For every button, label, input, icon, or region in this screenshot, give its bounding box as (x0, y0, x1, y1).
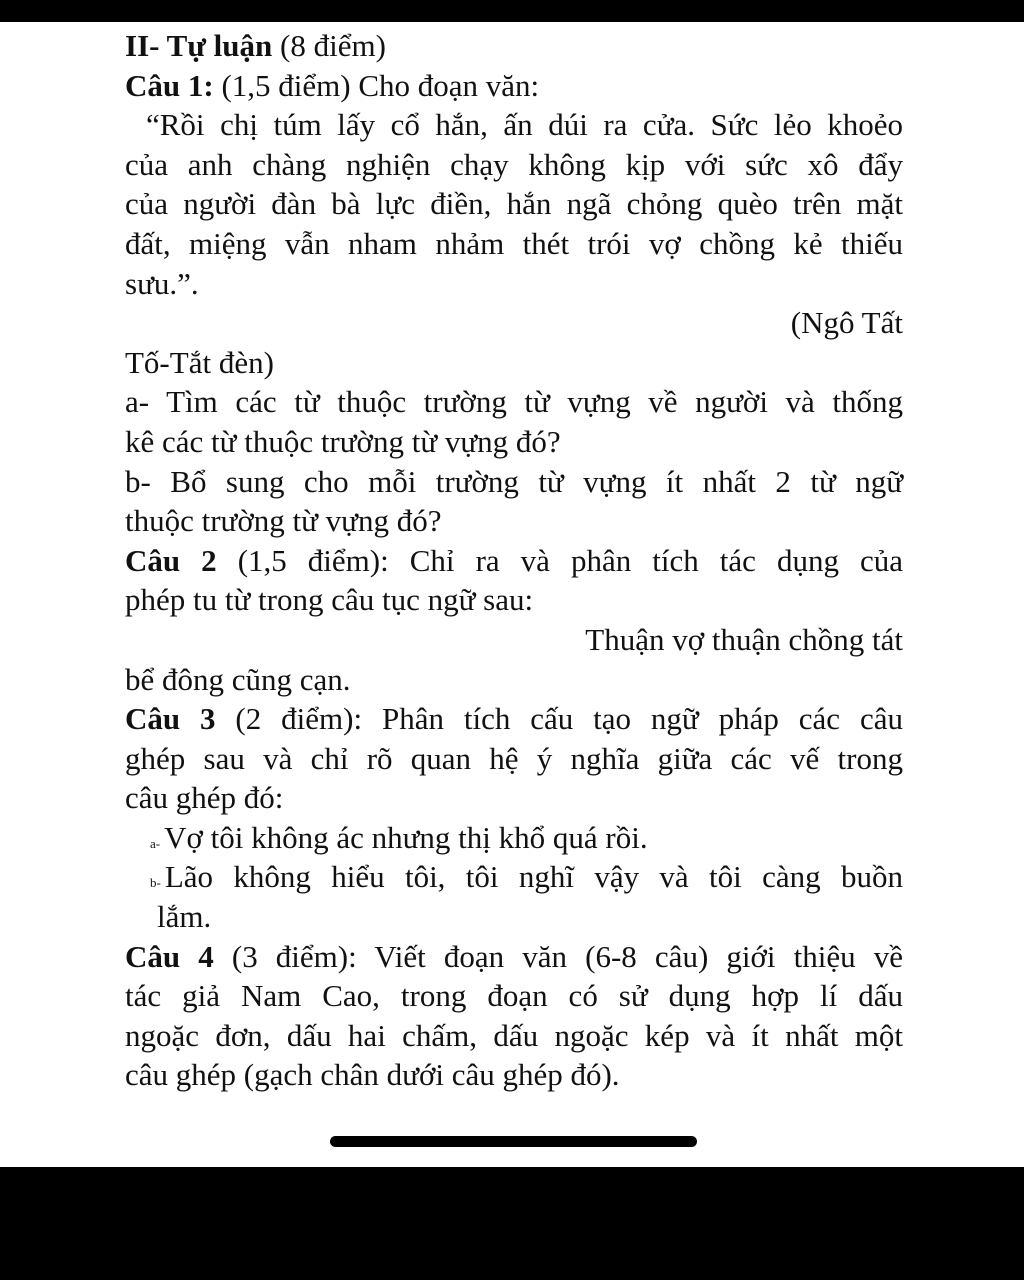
question-1b: b- Bổ sung cho mỗi trường từ vựng ít nhất 2 từ ngữ (125, 463, 903, 499)
question-3-text: ghép sau và chỉ rõ quan hệ ý nghĩa giữa các vế trong (125, 740, 903, 776)
document-page (0, 22, 1024, 1167)
question-4-text: câu ghép (gạch chân dưới câu ghép đó). (125, 1057, 620, 1093)
passage-source: (Ngô Tất (790, 305, 903, 341)
question-3b-cont: lắm. (157, 899, 212, 935)
item-marker-a: a- (150, 835, 161, 851)
exam-content (125, 26, 903, 1095)
passage-line: sưu.”. (125, 265, 199, 301)
passage-line: đất, miệng vẫn nham nhảm thét trói vợ chồng kẻ thiếu (125, 225, 903, 261)
passage-source-cont: Tố-Tắt đèn) (125, 344, 274, 380)
question-4-text: ngoặc đơn, dấu hai chấm, dấu ngoặc kép và ít nhất một (125, 1017, 903, 1053)
passage-line: của người đàn bà lực điền, hắn ngã chỏng quèo trên mặt (125, 186, 903, 222)
proverb-line: Thuận vợ thuận chồng tát (585, 621, 903, 657)
passage-line: “Rồi chị túm lấy cổ hắn, ấn dúi ra cửa. Sức lẻo khoẻo (146, 107, 903, 143)
question-3-heading: Câu 3 (2 điểm): Phân tích cấu tạo ngữ pháp các câu (125, 701, 903, 737)
proverb-line-cont: bể đông cũng cạn. (125, 661, 351, 697)
question-4-heading: Câu 4 (3 điểm): Viết đoạn văn (6-8 câu) giới thiệu về (125, 938, 903, 974)
home-indicator[interactable] (330, 1136, 697, 1147)
question-3b: b- Lão không hiểu tôi, tôi nghĩ vậy và tôi càng buồn (125, 857, 903, 897)
question-2-text: phép tu từ trong câu tục ngữ sau: (125, 582, 534, 618)
item-marker-b: b- (150, 875, 161, 891)
question-1a: a- Tìm các từ thuộc trường từ vựng về người và thống (125, 384, 903, 420)
question-3a: a- Vợ tôi không ác nhưng thị khổ quá rồi. (150, 819, 648, 855)
question-2-heading: Câu 2 (1,5 điểm): Chỉ ra và phân tích tác dụng của (125, 542, 903, 578)
passage-line: của anh chàng nghiện chạy không kịp với sức xô đẩy (125, 146, 903, 182)
question-1b-cont: thuộc trường từ vựng đó? (125, 503, 442, 539)
question-3-text-cont: câu ghép đó: (125, 780, 284, 816)
question-4-text: tác giả Nam Cao, trong đoạn có sử dụng hợp lí dấu (125, 978, 903, 1014)
section-heading: II- Tự luận (8 điểm) (125, 28, 386, 63)
question-1-heading: Câu 1: (1,5 điểm) Cho đoạn văn: (125, 67, 540, 103)
question-1a-cont: kê các từ thuộc trường từ vựng đó? (125, 423, 561, 459)
